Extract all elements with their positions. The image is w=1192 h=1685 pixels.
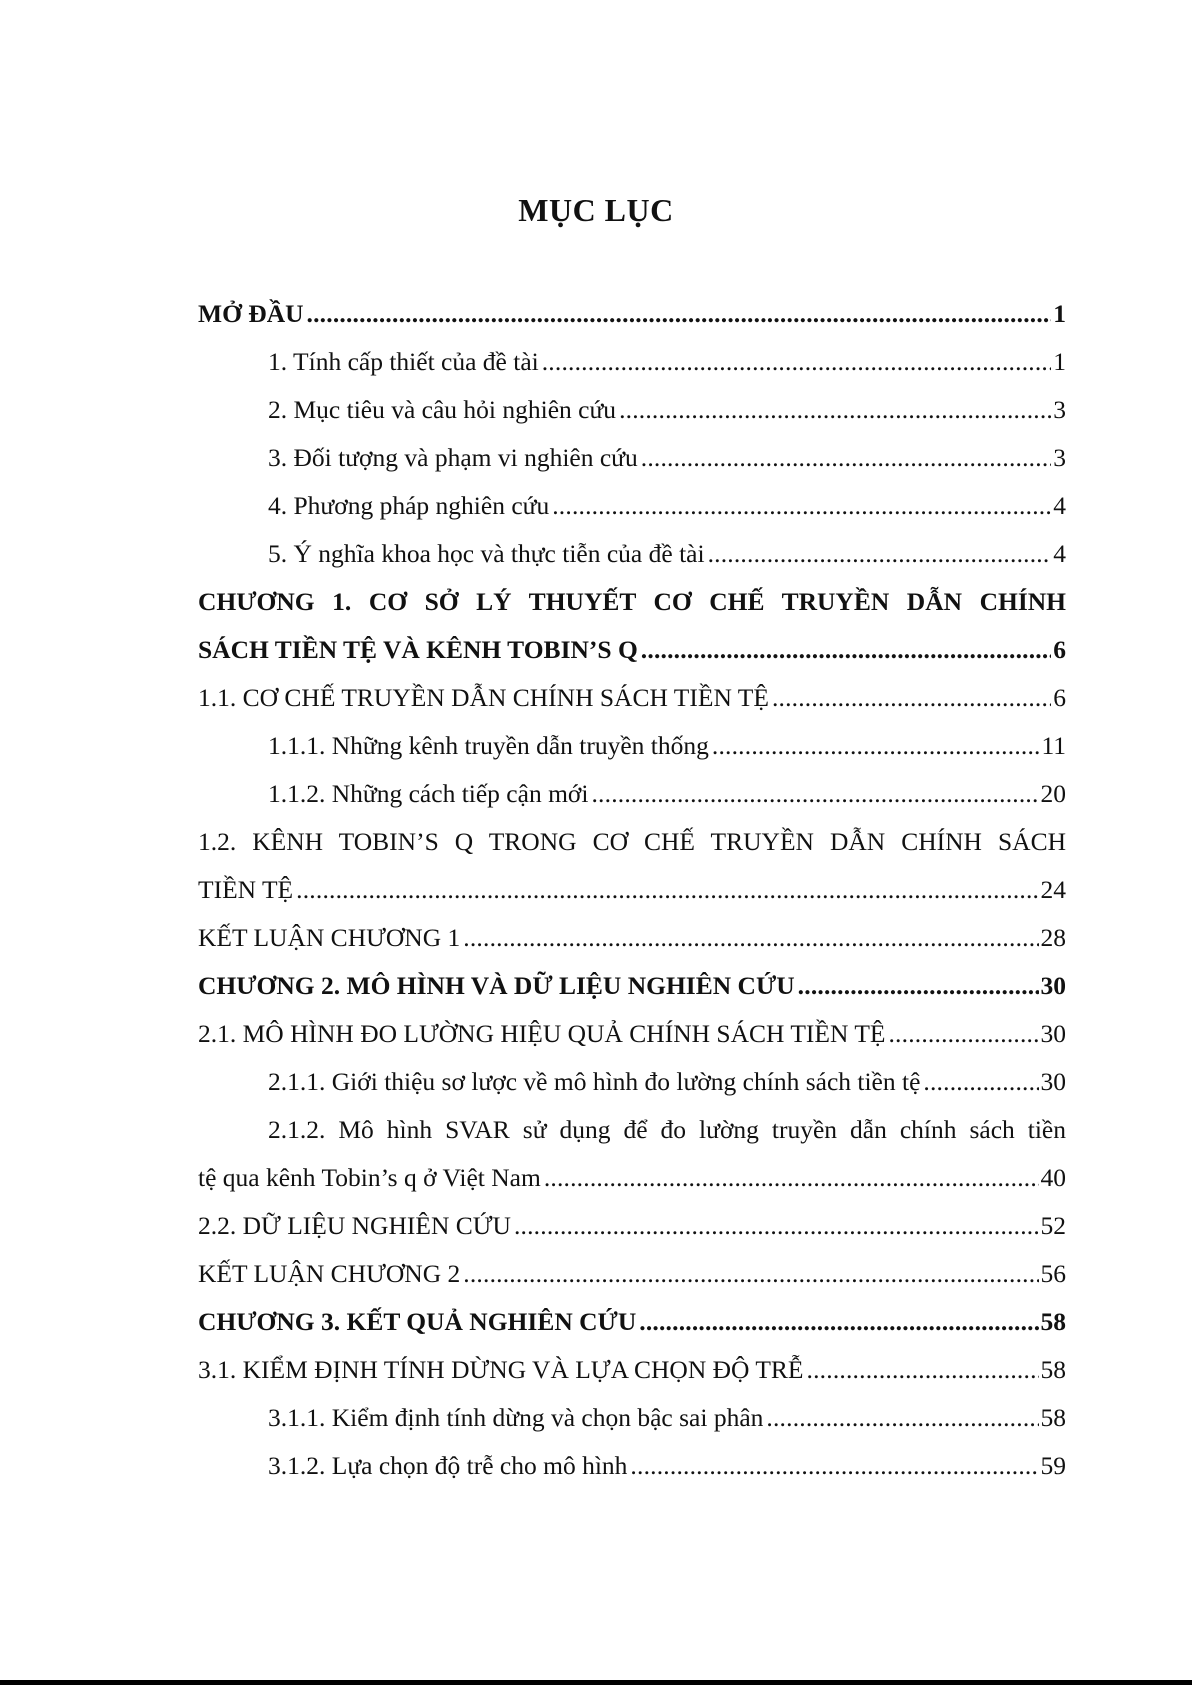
toc-entry-text: 1. Tính cấp thiết của đề tài — [268, 347, 539, 376]
toc-page-number: 4 — [1053, 491, 1066, 520]
dot-leader — [639, 1298, 1038, 1346]
dot-leader — [923, 1058, 1038, 1106]
toc-entry-text: tệ qua kênh Tobin’s q ở Việt Nam — [198, 1163, 541, 1192]
toc-entry-text: 5. Ý nghĩa khoa học và thực tiễn của đề tài — [268, 539, 705, 568]
toc-page-number: 20 — [1040, 779, 1066, 808]
toc-entry-text: 1.1.1. Những kênh truyền dẫn truyền thống — [268, 731, 709, 760]
dot-leader — [807, 1346, 1039, 1394]
toc-page-number: 30 — [1040, 1019, 1066, 1048]
toc-page-number: 11 — [1041, 731, 1066, 760]
toc-entry-3-1[interactable] — [198, 1346, 1066, 1394]
toc-entry-1-2[interactable] — [198, 866, 1066, 914]
dot-leader — [641, 626, 1051, 674]
toc-entry-md4[interactable] — [198, 482, 1066, 530]
table-of-contents — [198, 290, 1066, 1490]
toc-page-number: 28 — [1040, 923, 1066, 952]
dot-leader — [514, 1202, 1039, 1250]
toc-entry-1-2-line1[interactable]: 1.2. KÊNH TOBIN’S Q TRONG CƠ CHẾ TRUYỀN DẪN CHÍNH SÁCH — [198, 827, 1066, 856]
toc-page-number: 58 — [1040, 1403, 1066, 1432]
toc-page-number: 3 — [1053, 395, 1066, 424]
toc-entry-text: CHƯƠNG 3. KẾT QUẢ NGHIÊN CỨU — [198, 1307, 637, 1336]
toc-page-number: 4 — [1053, 539, 1066, 568]
toc-entry-1-1-2[interactable] — [198, 770, 1066, 818]
dot-leader — [888, 1010, 1038, 1058]
toc-entry-text: CHƯƠNG 2. MÔ HÌNH VÀ DỮ LIỆU NGHIÊN CỨU — [198, 971, 795, 1000]
dot-leader — [542, 338, 1052, 386]
toc-entry-2-2[interactable] — [198, 1202, 1066, 1250]
dot-leader — [463, 1250, 1038, 1298]
toc-entry-md2[interactable] — [198, 386, 1066, 434]
toc-entry-1-1[interactable] — [198, 674, 1066, 722]
toc-entry-text: 3.1.1. Kiểm định tính dừng và chọn bậc sai phân — [268, 1403, 764, 1432]
toc-entry-text: 2.1.1. Giới thiệu sơ lược về mô hình đo lường chính sách tiền tệ — [268, 1067, 921, 1096]
dot-leader — [712, 722, 1040, 770]
dot-leader — [591, 770, 1038, 818]
toc-entry-2-1-1[interactable] — [198, 1058, 1066, 1106]
toc-page-number: 1 — [1053, 299, 1066, 328]
dot-leader — [798, 962, 1039, 1010]
dot-leader — [463, 914, 1038, 962]
toc-entry-text: 1.1.2. Những cách tiếp cận mới — [268, 779, 589, 808]
toc-entry-mo-dau[interactable] — [198, 290, 1066, 338]
toc-page-number: 30 — [1040, 1067, 1066, 1096]
toc-entry-md3[interactable] — [198, 434, 1066, 482]
toc-entry-text: 3.1.2. Lựa chọn độ trễ cho mô hình — [268, 1451, 628, 1480]
toc-page-number: 30 — [1040, 971, 1066, 1000]
toc-page-number: 59 — [1040, 1451, 1066, 1480]
toc-page-number: 58 — [1040, 1307, 1066, 1336]
dot-leader — [641, 434, 1052, 482]
toc-entry-md1[interactable] — [198, 338, 1066, 386]
dot-leader — [766, 1394, 1038, 1442]
toc-entry-ch3[interactable] — [198, 1298, 1066, 1346]
toc-entry-text: SÁCH TIỀN TỆ VÀ KÊNH TOBIN’S Q — [198, 635, 638, 664]
toc-entry-text: 2. Mục tiêu và câu hỏi nghiên cứu — [268, 395, 617, 424]
toc-entry-kl2[interactable] — [198, 1250, 1066, 1298]
toc-entry-2-1-2-line1[interactable]: 2.1.2. Mô hình SVAR sử dụng để đo lường truyền dẫn chính sách tiền — [268, 1115, 1066, 1144]
toc-entry-kl1[interactable] — [198, 914, 1066, 962]
toc-page-number: 6 — [1053, 635, 1066, 664]
toc-entry-ch1[interactable] — [198, 626, 1066, 674]
toc-entry-2-1[interactable] — [198, 1010, 1066, 1058]
dot-leader — [772, 674, 1051, 722]
toc-entry-text: 4. Phương pháp nghiên cứu — [268, 491, 550, 520]
dot-leader — [552, 482, 1051, 530]
dot-leader — [708, 530, 1052, 578]
toc-page-number: 24 — [1040, 875, 1066, 904]
dot-leader — [619, 386, 1051, 434]
toc-entry-text: MỞ ĐẦU — [198, 299, 304, 328]
dot-leader — [296, 866, 1038, 914]
toc-entry-text: 1.1. CƠ CHẾ TRUYỀN DẪN CHÍNH SÁCH TIỀN TỆ — [198, 683, 769, 712]
toc-entry-ch2[interactable] — [198, 962, 1066, 1010]
toc-entry-3-1-1[interactable] — [198, 1394, 1066, 1442]
toc-entry-text: TIỀN TỆ — [198, 875, 294, 904]
toc-page-number: 1 — [1053, 347, 1066, 376]
toc-entry-text: 3. Đối tượng và phạm vi nghiên cứu — [268, 443, 638, 472]
dot-leader — [630, 1442, 1038, 1490]
toc-entry-ch1-line1[interactable]: CHƯƠNG 1. CƠ SỞ LÝ THUYẾT CƠ CHẾ TRUYỀN DẪN CHÍNH — [198, 587, 1066, 616]
toc-page-number: 3 — [1053, 443, 1066, 472]
toc-entry-1-1-1[interactable] — [198, 722, 1066, 770]
page-bottom-border — [0, 1680, 1192, 1685]
toc-entry-text: 2.1. MÔ HÌNH ĐO LƯỜNG HIỆU QUẢ CHÍNH SÁCH TIỀN TỆ — [198, 1019, 886, 1048]
toc-page-number: 6 — [1053, 683, 1066, 712]
toc-entry-text: 3.1. KIỂM ĐỊNH TÍNH DỪNG VÀ LỰA CHỌN ĐỘ TRỄ — [198, 1355, 804, 1384]
dot-leader — [307, 290, 1052, 338]
toc-entry-text: KẾT LUẬN CHƯƠNG 1 — [198, 923, 461, 952]
toc-entry-md5[interactable] — [198, 530, 1066, 578]
toc-page-number: 58 — [1040, 1355, 1066, 1384]
dot-leader — [544, 1154, 1039, 1202]
toc-page-number: 40 — [1040, 1163, 1066, 1192]
page-title: MỤC LỤC — [518, 192, 674, 228]
toc-entry-3-1-2[interactable] — [198, 1442, 1066, 1490]
toc-page-number: 56 — [1040, 1259, 1066, 1288]
toc-entry-2-1-2[interactable] — [198, 1154, 1066, 1202]
toc-page-number: 52 — [1040, 1211, 1066, 1240]
toc-entry-text: 2.2. DỮ LIỆU NGHIÊN CỨU — [198, 1211, 511, 1240]
toc-entry-text: KẾT LUẬN CHƯƠNG 2 — [198, 1259, 461, 1288]
